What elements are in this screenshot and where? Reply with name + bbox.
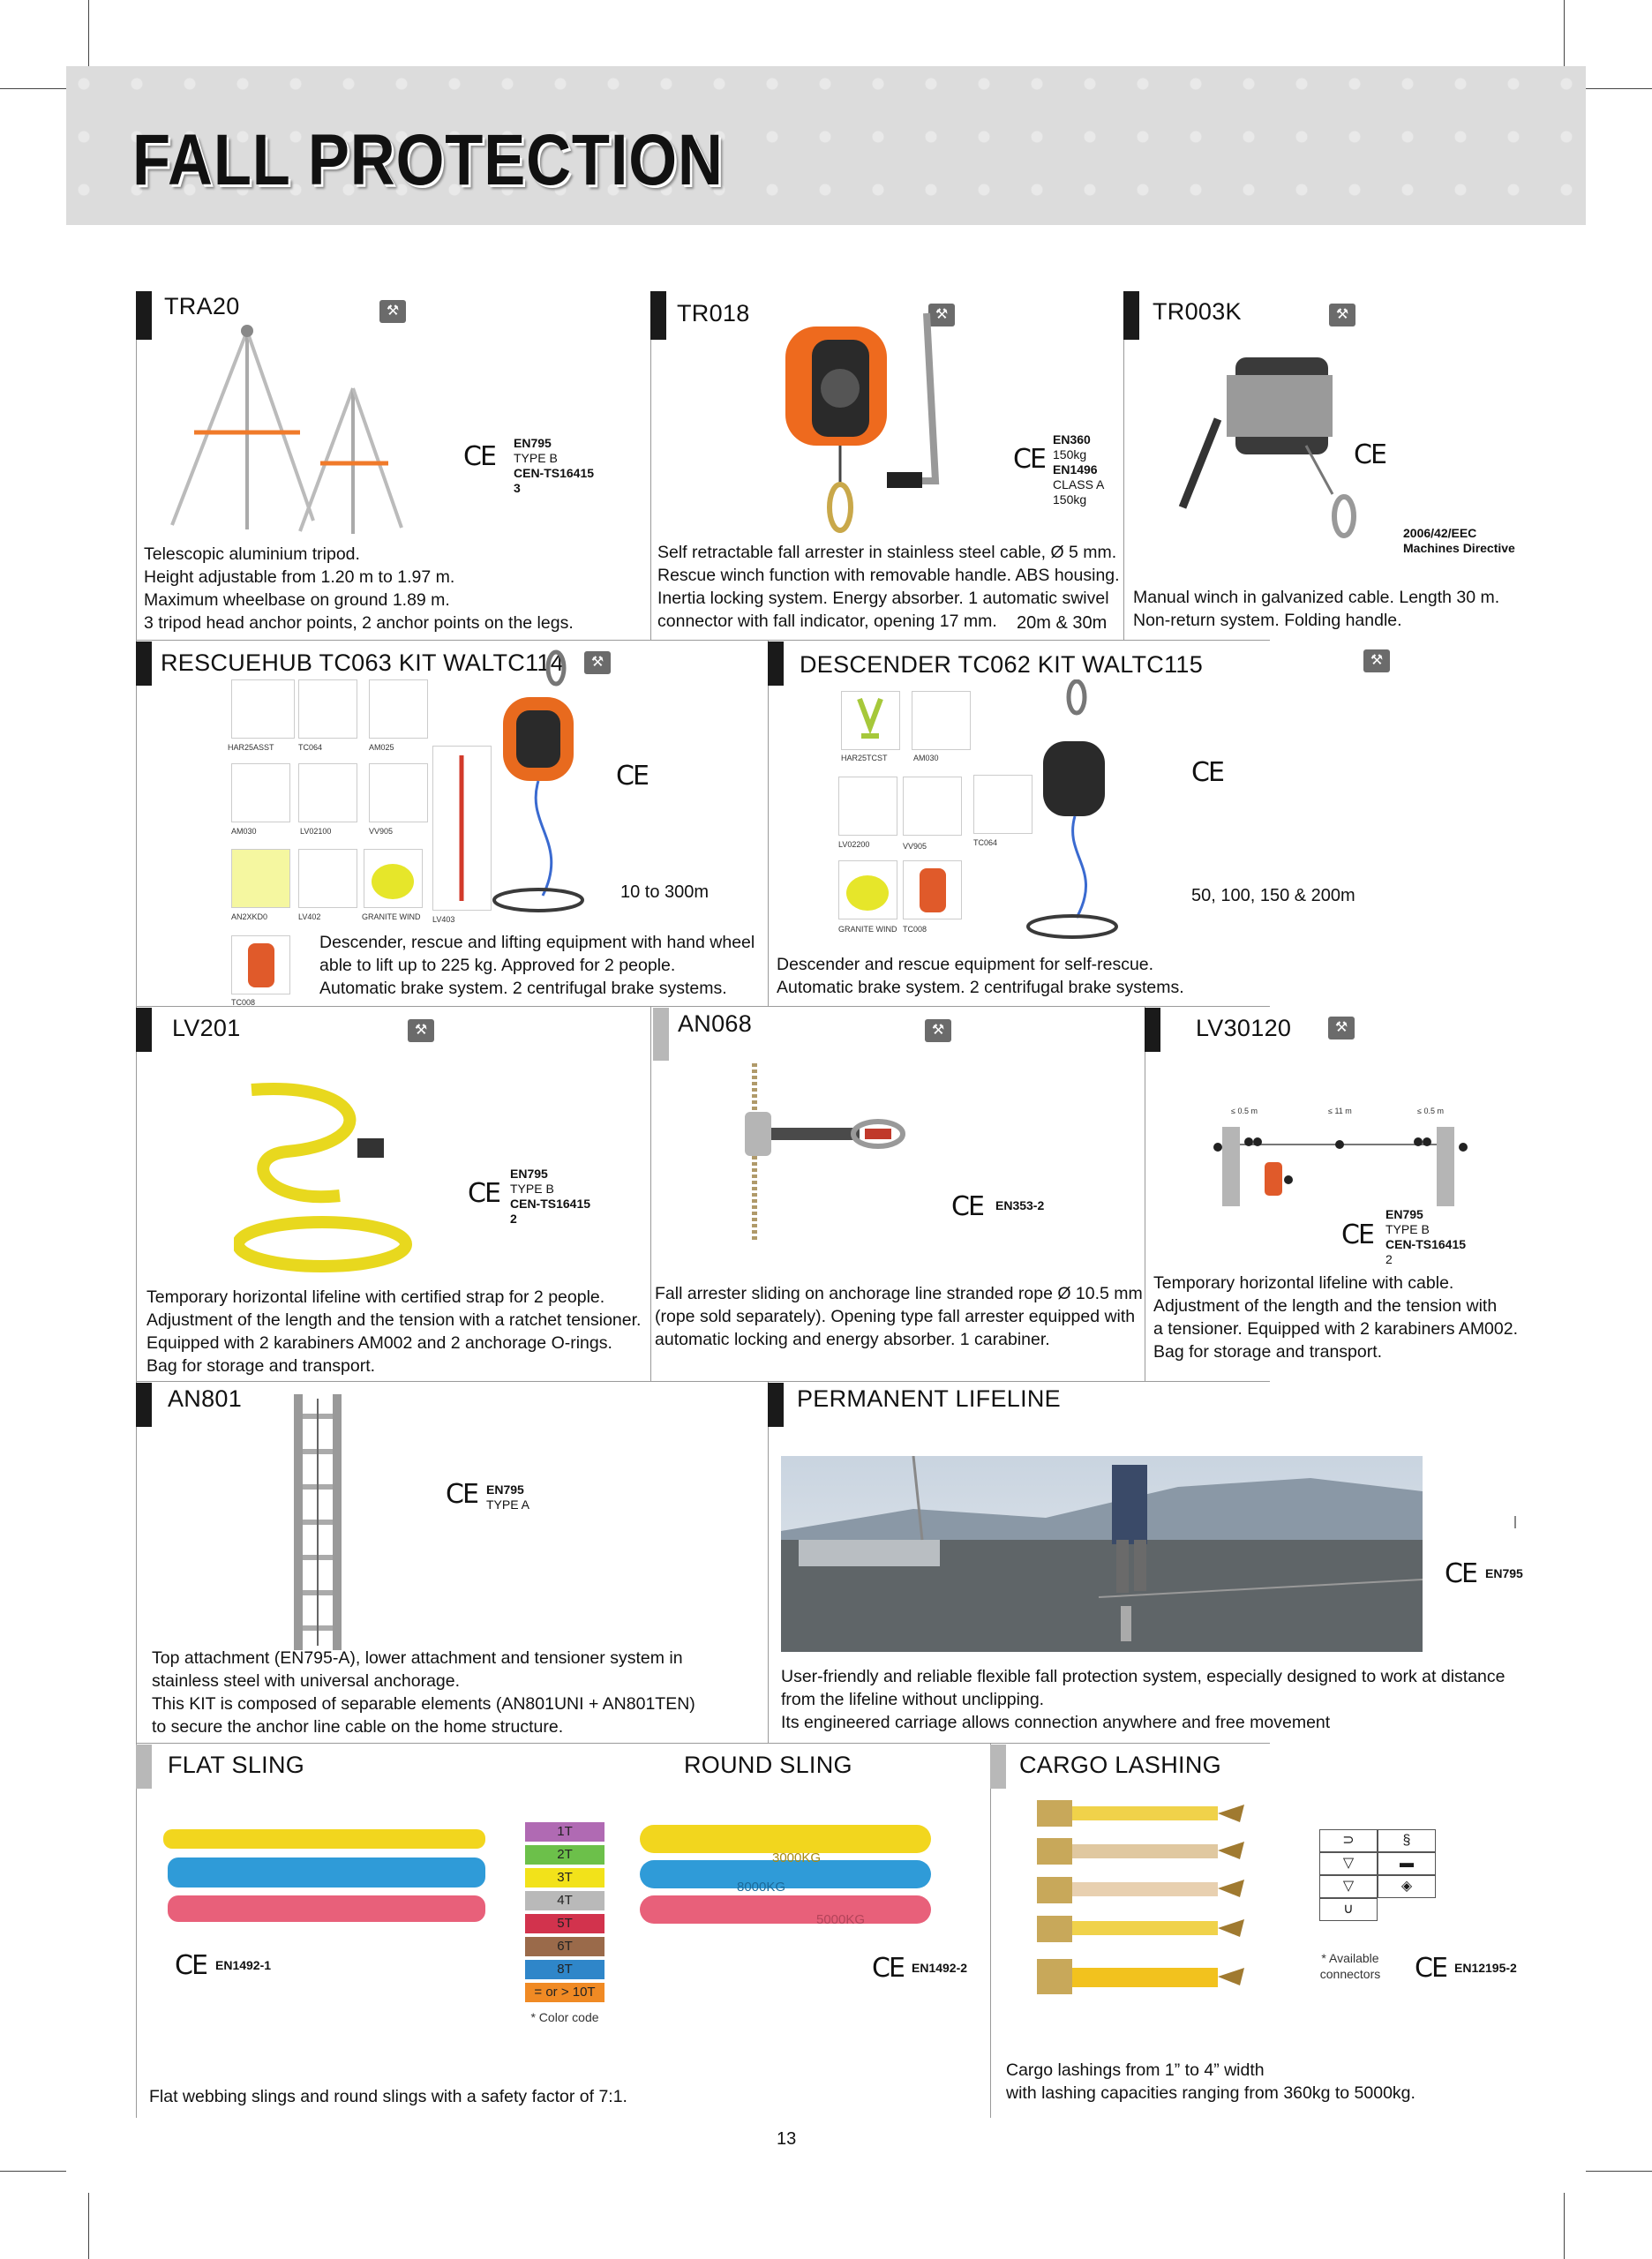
rescue-pictogram-icon: ⚒	[925, 1019, 951, 1042]
round-sling-title: ROUND SLING	[684, 1752, 852, 1778]
crop-mark	[88, 2193, 89, 2259]
kit-item-am025	[369, 679, 428, 739]
rescue-pictogram-icon: ⚒	[1328, 1017, 1355, 1039]
swivel-hook-icon: §	[1378, 1829, 1436, 1852]
retractable-arrester-image	[777, 304, 988, 547]
crop-mark	[1564, 0, 1565, 66]
delta-ring-icon: ▽	[1319, 1852, 1378, 1875]
kit-item-label: LV02100	[300, 827, 332, 836]
ce-mark: CE	[463, 441, 495, 472]
grid-line	[990, 1743, 991, 2118]
u-bracket-icon: ∪	[1319, 1898, 1378, 1921]
crop-mark	[0, 88, 66, 89]
kit-item-label: TC008	[903, 925, 927, 934]
grid-line	[650, 291, 651, 640]
ladder-anchor-image	[287, 1394, 349, 1650]
ce-mark: CE	[1445, 1558, 1476, 1589]
ce-mark: CE	[175, 1950, 206, 1981]
tr018-lengths: 20m & 30m	[1017, 613, 1108, 633]
grid-line	[136, 1743, 1270, 1744]
kit-item-label: GRANITE WIND	[838, 925, 897, 934]
descender-title: DESCENDER TC062 KIT WALTC115	[800, 651, 1204, 678]
lv30120-dimension: ≤ 0.5 m	[1417, 1107, 1444, 1115]
ce-mark: CE	[951, 1191, 983, 1222]
kit-item-harness	[231, 679, 295, 739]
rope-fall-arrester-image	[732, 1059, 935, 1244]
page-title: FALL PROTECTION	[132, 120, 724, 200]
descender-device-image	[490, 649, 591, 913]
round-sling-image	[635, 1818, 935, 1928]
color-swatch: 2T	[525, 1845, 604, 1865]
rescue-pictogram-icon: ⚒	[928, 304, 955, 326]
grid-line	[768, 640, 769, 1006]
kit-item-label: TC064	[973, 838, 998, 847]
grid-line	[136, 1381, 1270, 1382]
rooftop-lifeline-photo	[781, 1456, 1423, 1652]
ce-mark: CE	[1341, 1220, 1373, 1250]
descender-device-image	[1024, 679, 1125, 944]
kit-item-lv402	[298, 849, 357, 908]
rescue-pictogram-icon: ⚒	[1329, 304, 1355, 326]
kit-item-bag	[231, 935, 290, 994]
kit-item-am030	[231, 763, 290, 822]
kit-item-label: TC064	[298, 743, 323, 752]
rescue-pictogram-icon: ⚒	[408, 1019, 434, 1042]
kit-item-label: LV402	[298, 912, 321, 921]
section-tab	[136, 642, 152, 686]
kit-item-lv403	[432, 746, 492, 911]
cargo-standards: EN12195-2	[1454, 1961, 1517, 1975]
color-swatch: = or > 10T	[525, 1983, 604, 2002]
sling-label: 5000KG	[816, 1912, 866, 1927]
color-swatch: 5T	[525, 1914, 604, 1933]
tr003k-title: TR003K	[1153, 298, 1242, 325]
kit-item-label: HAR25ASST	[228, 743, 274, 752]
flat-sling-image	[163, 1822, 490, 1928]
ce-mark: CE	[616, 761, 648, 792]
section-tab	[653, 1008, 669, 1061]
kit-item-label: GRANITE WIND	[362, 912, 421, 921]
ce-mark: CE	[446, 1479, 477, 1510]
kit-item-label: TC008	[231, 998, 256, 1007]
tr018-title: TR018	[677, 300, 750, 326]
rescue-pictogram-icon: ⚒	[1363, 649, 1390, 672]
ce-mark: CE	[468, 1178, 499, 1209]
lv201-title: LV201	[172, 1015, 241, 1041]
permanent-description: User-friendly and reliable flexible fall protection system, especially designed to work at distance from the lifeline without unclipping. Its engineered carriage allows connection anywhere and free movement	[781, 1667, 1506, 1732]
crop-mark	[88, 0, 89, 66]
kit-item-label: LV02200	[838, 840, 870, 849]
round-sling-standards: EN1492-2	[912, 1961, 968, 1975]
section-tab	[650, 291, 666, 340]
kit-item-helmet	[838, 860, 897, 919]
kit-item-lv02200	[838, 777, 897, 836]
color-swatch: 4T	[525, 1891, 604, 1910]
section-tab	[1123, 291, 1139, 340]
kit-item-vv905	[369, 763, 428, 822]
permanent-title: PERMANENT LIFELINE	[797, 1385, 1061, 1412]
ce-mark: CE	[1191, 757, 1223, 788]
rescuehub-description: Descender, rescue and lifting equipment with hand wheel able to lift up to 225 kg. Approved for 2 people. Automatic brake system. 2 centrifugal brake systems.	[319, 933, 755, 998]
color-swatch: 6T	[525, 1937, 604, 1956]
grid-line	[650, 1006, 651, 1381]
cargo-lashing-image	[1032, 1796, 1253, 2012]
margin-mark	[1514, 1516, 1516, 1528]
section-tab	[136, 1383, 152, 1427]
crop-mark	[1586, 2171, 1652, 2172]
page-number: 13	[777, 2129, 797, 2149]
sling-label: 8000KG	[737, 1880, 786, 1895]
grid-line	[136, 291, 137, 2118]
sling-label: 3000KG	[772, 1850, 822, 1865]
grid-line	[136, 1006, 1270, 1007]
kit-item-harness	[841, 691, 900, 750]
permanent-standards: EN795	[1485, 1566, 1523, 1580]
an801-title: AN801	[168, 1385, 243, 1412]
kit-item-label: HAR25TCST	[841, 754, 888, 762]
tr003k-description: Manual winch in galvanized cable. Length 30 m. Non-return system. Folding handle.	[1133, 588, 1500, 630]
section-tab	[1145, 1008, 1160, 1052]
kit-item-label: AM025	[369, 743, 394, 752]
ce-mark: CE	[1415, 1953, 1446, 1984]
snap-hook-icon: ⊃	[1319, 1829, 1378, 1852]
connectors-grid	[1319, 1829, 1436, 1921]
tra20-title: TRA20	[164, 293, 240, 319]
lv30120-dimension: ≤ 0.5 m	[1231, 1107, 1258, 1115]
tra20-standards: EN795 TYPE B CEN-TS16415 3	[514, 436, 595, 495]
descender-lengths: 50, 100, 150 & 200m	[1191, 886, 1355, 905]
section-tab	[990, 1745, 1006, 1789]
section-tab	[768, 642, 784, 686]
cargo-title: CARGO LASHING	[1019, 1752, 1221, 1778]
color-swatch: 8T	[525, 1960, 604, 1979]
an068-title: AN068	[678, 1010, 753, 1037]
lv201-standards: EN795 TYPE B CEN-TS16415 2	[510, 1167, 591, 1226]
ce-mark: CE	[872, 1953, 904, 1984]
tr003k-directive: 2006/42/EEC Machines Directive	[1403, 526, 1515, 555]
kit-item-label: LV403	[432, 915, 455, 924]
lv30120-dimension: ≤ 11 m	[1328, 1107, 1352, 1115]
header-banner	[66, 66, 1586, 225]
grid-line	[136, 640, 1270, 641]
lv201-description: Temporary horizontal lifeline with certified strap for 2 people. Adjustment of the length and the tension with a ratchet tensioner. Equipped with 2 karabiners AM002 and 2 anchorage O-rings. Bag for storage and transport.	[146, 1287, 642, 1376]
kit-item-tc064	[298, 679, 357, 739]
kit-item-helmet	[364, 849, 423, 908]
claw-hook-icon: ◈	[1378, 1875, 1436, 1898]
flat-hook-icon: ▬	[1378, 1852, 1436, 1875]
section-tab	[136, 1745, 152, 1789]
color-swatch: 1T	[525, 1822, 604, 1842]
sling-description: Flat webbing slings and round slings with a safety factor of 7:1.	[149, 2087, 627, 2106]
crop-mark	[1586, 88, 1652, 89]
lv30120-standards: EN795 TYPE B CEN-TS16415 2	[1385, 1207, 1467, 1266]
cargo-description: Cargo lashings from 1” to 4” width with lashing capacities ranging from 360kg to 5000kg.	[1006, 2060, 1415, 2103]
kit-item-lv02100	[298, 763, 357, 822]
ce-mark: CE	[1013, 444, 1045, 475]
connectors-note: * Available connectors	[1319, 1951, 1381, 1981]
an801-description: Top attachment (EN795-A), lower attachment and tensioner system in stainless steel with universal anchorage. This KIT is composed of separable elements (AN801UNI + AN801TEN) to secure the anchor line cable on the home structure.	[152, 1648, 695, 1737]
rescuehub-title: RESCUEHUB TC063 KIT WALTC114	[161, 649, 565, 676]
triangle-ring-icon: ▽	[1319, 1875, 1378, 1898]
kit-item-bag	[903, 860, 962, 919]
an068-standards: EN353-2	[995, 1198, 1045, 1212]
kit-item-label: AM030	[231, 827, 257, 836]
rescue-pictogram-icon: ⚒	[379, 300, 406, 323]
grid-line	[768, 1381, 769, 1743]
kit-item-label: VV905	[369, 827, 394, 836]
rescue-pictogram-icon: ⚒	[584, 651, 611, 674]
kit-item-label: VV905	[903, 842, 927, 851]
lv30120-description: Temporary horizontal lifeline with cable. Adjustment of the length and the tension with a tensioner. Equipped with 2 karabiners AM002. Bag for storage and transport.	[1153, 1273, 1519, 1362]
kit-item-an2xkd0	[231, 849, 290, 908]
an068-description: Fall arrester sliding on anchorage line stranded rope Ø 10.5 mm (rope sold separately). Opening type fall arrester equipped with automatic locking and energy absorber. 1 carabiner.	[655, 1284, 1143, 1349]
color-code-table	[525, 1822, 604, 2006]
flat-sling-standards: EN1492-1	[215, 1958, 272, 1972]
kit-item-label: AN2XKD0	[231, 912, 268, 921]
color-code-note: * Color code	[530, 2010, 599, 2024]
cable-lifeline-diagram	[1209, 1114, 1474, 1211]
descender-description: Descender and rescue equipment for self-rescue. Automatic brake system. 2 centrifugal brake systems.	[777, 955, 1184, 997]
lv30120-title: LV30120	[1196, 1015, 1292, 1041]
tripod-small-image	[287, 379, 419, 538]
section-tab	[768, 1383, 784, 1427]
flat-sling-title: FLAT SLING	[168, 1752, 305, 1778]
grid-line	[1123, 291, 1124, 640]
an801-standards: EN795 TYPE A	[486, 1482, 530, 1512]
color-swatch: 3T	[525, 1868, 604, 1888]
kit-item-vv905	[903, 777, 962, 836]
tra20-description: Telescopic aluminium tripod. Height adjustable from 1.20 m to 1.97 m. Maximum wheelbase on ground 1.89 m. 3 tripod head anchor points, 2 anchor points on the legs.	[144, 544, 574, 633]
crop-mark	[0, 2171, 66, 2172]
section-tab	[136, 1008, 152, 1052]
crop-mark	[1564, 2193, 1565, 2259]
kit-item-label: AM030	[913, 754, 939, 762]
tr018-description: Self retractable fall arrester in stainless steel cable, Ø 5 mm. Rescue winch function with removable handle. ABS housing. Inertia locking system. Energy absorber. 1 automatic swivel connector with fall indicator, opening 17 mm.	[657, 543, 1120, 631]
rescuehub-lengths: 10 to 300m	[620, 882, 710, 902]
ce-mark: CE	[1354, 439, 1385, 470]
strap-lifeline-image	[234, 1072, 419, 1284]
tr018-standards: EN360 150kg EN1496 CLASS A 150kg	[1053, 432, 1105, 507]
kit-item-am030	[912, 691, 971, 750]
